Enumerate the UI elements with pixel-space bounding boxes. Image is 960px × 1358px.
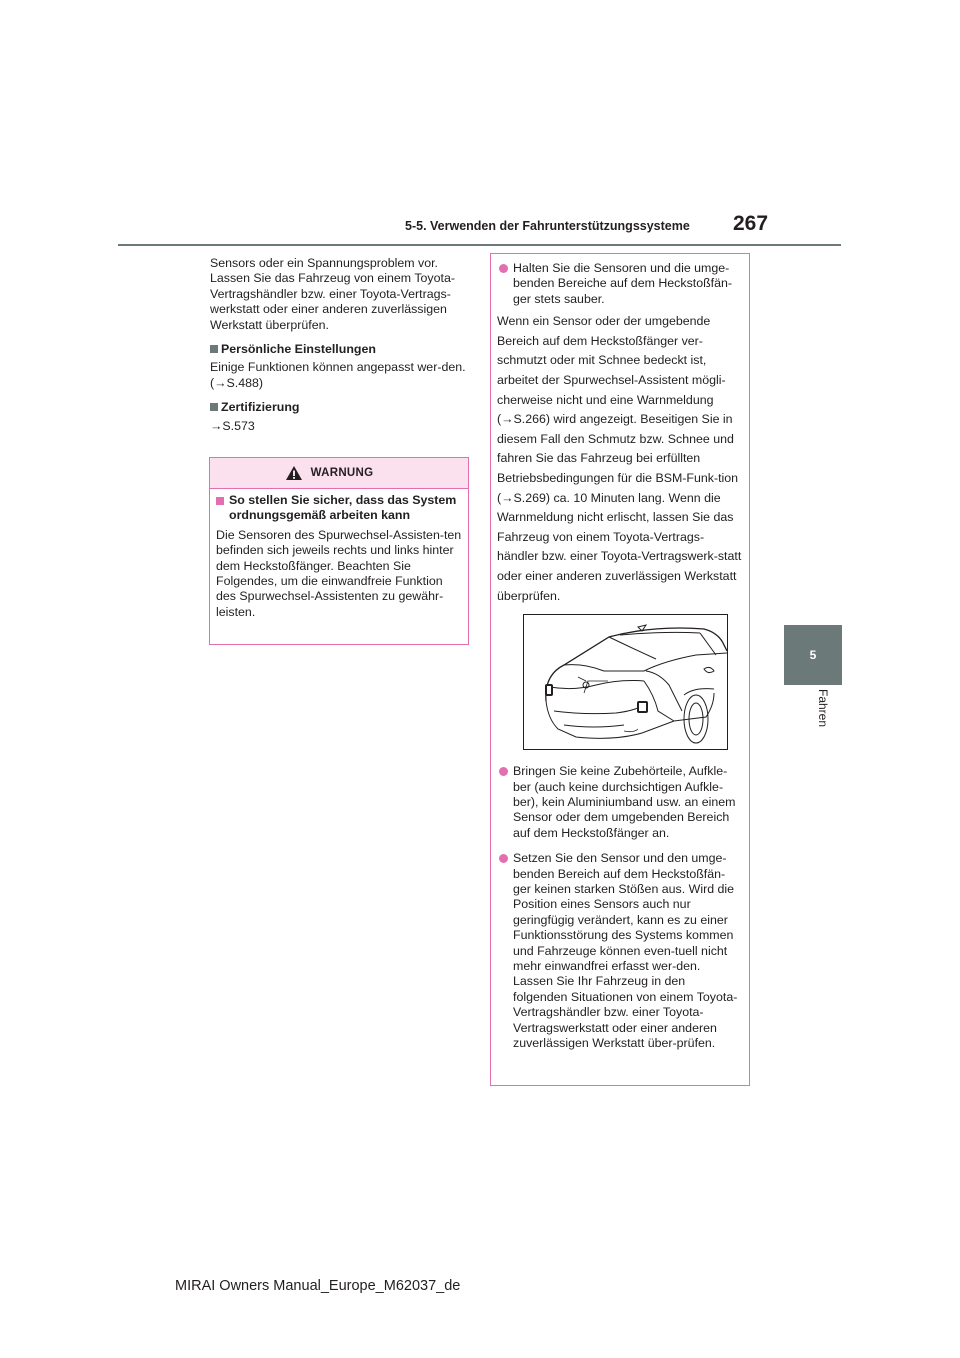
personal-settings-heading — [210, 342, 470, 357]
square-bullet-icon — [216, 497, 224, 505]
warning-title — [216, 493, 462, 524]
personal-settings-heading-text: Persönliche Einstellungen — [221, 342, 376, 357]
header-divider — [118, 244, 841, 246]
car-rear-illustration — [524, 615, 727, 749]
sensor-dirty-paragraph: Wenn ein Sensor oder der umgebende Bereich auf dem Heckstoßfänger ver-schmutzt oder mit Schnee bedeckt ist, arbeitet der Spurwechsel-Assistent mögli-cherweise nicht und eine Warnmeldung (→S.266) wird angezeigt. Beseitigen Sie in diesem Fall den Schmutz bzw. Schnee und fahren Sie das Fahrzeug bei erfüllten Betriebsbedingungen für die BSM-Funk-tion (→S.269) ca. 10 Minuten lang. Wenn die Warnmeldung nicht erlischt, lassen Sie das Fahrzeug von einem Toyota-Vertrags-händler bzw. einer Toyota-Vertragswerk-statt oder einer anderen zuverlässigen Werkstatt überprüfen. — [497, 314, 742, 603]
bullet-text: Halten Sie die Sensoren und die umge-benden Bereiche auf dem Heckstoßfän-ger stets sauber. — [513, 261, 733, 306]
page-number: 267 — [733, 212, 769, 235]
warning-label: WARNUNG — [310, 467, 374, 479]
chapter-label: Fahren — [816, 689, 830, 728]
bullet-dot-icon — [499, 854, 508, 863]
bullet-text: Bringen Sie keine Zubehörteile, Aufkle-ber (auch keine durchsichtigen Aufkle-ber), kein Aluminiumband usw. an einem Sensor oder dem umgebenden Bereich auf dem Heckstoßfänger an. — [513, 764, 736, 840]
warning-body — [210, 489, 468, 620]
warning-title-text: So stellen Sie sicher, dass das System ordnungsgemäß arbeiten kann — [229, 493, 457, 523]
bullet-dot-icon — [499, 767, 508, 776]
warning-text: Die Sensoren des Spurwechsel-Assisten-ten befinden sich jeweils rechts und links hinter dem Heckstoßfänger. Beachten Sie Folgendes, um die einwandfreie Funktion des Spurwechsel-Assistenten zu gewähr-leisten. — [216, 527, 462, 619]
list-item — [497, 851, 743, 1051]
warning-box — [209, 457, 469, 645]
list-item — [497, 261, 743, 307]
chapter-number: 5 — [809, 648, 817, 662]
certification-heading-text: Zertifizierung — [221, 400, 300, 415]
certification-heading — [210, 400, 470, 415]
intro-paragraph: Sensors oder ein Spannungsproblem vor. Lassen Sie das Fahrzeug von einem Toyota-Vertragshändler bzw. einer Toyota-Vertrags-werkstatt oder einer anderen zuverlässigen Werkstatt überprüfen. — [210, 256, 455, 332]
bullet-dot-icon — [499, 264, 508, 273]
warning-triangle-icon — [285, 465, 303, 481]
rear-bumper-sensor-illustration — [523, 614, 728, 750]
square-bullet-icon — [210, 403, 218, 411]
warning-header — [210, 458, 468, 489]
footer-text: MIRAI Owners Manual_Europe_M62037_de — [175, 1278, 461, 1294]
precautions-box — [490, 253, 750, 1086]
bullet-text: Setzen Sie den Sensor und den umge-benden Bereich auf dem Heckstoßfän-ger keinen starken Stößen aus. Wird die Position eines Sensors auch nur geringfügig verändert, kann es zu einer Funktionsstörung des Systems kommen und Fahrzeuge können even-tuell nicht mehr einwandfrei erfasst wer-den. Lassen Sie Ihr Fahrzeug in den folgenden Situationen von einem Toyota-Vertragshändler bzw. einer Toyota-Vertragswerkstatt oder einer anderen zuverlässigen Werkstatt über-prüfen. — [513, 851, 738, 1051]
left-column — [210, 256, 470, 443]
list-item — [497, 764, 743, 841]
chapter-tab[interactable] — [784, 625, 842, 685]
section-title: 5-5. Verwenden der Fahrunterstützungssysteme — [405, 219, 690, 233]
personal-settings-text: Einige Funktionen können angepasst wer-den. (→S.488) — [210, 360, 466, 390]
square-bullet-icon — [210, 345, 218, 353]
certification-text: →S.573 — [210, 418, 255, 433]
